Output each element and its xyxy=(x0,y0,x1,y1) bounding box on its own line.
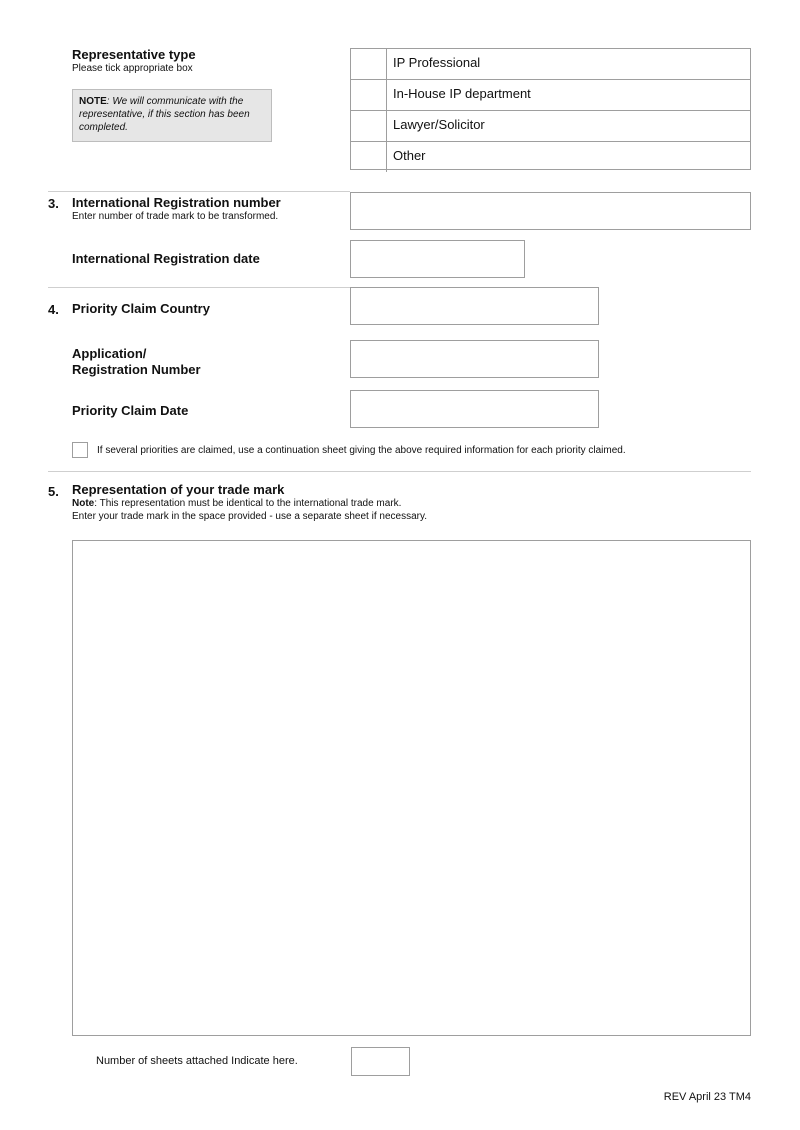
intl-reg-date-field[interactable] xyxy=(350,240,525,278)
section-divider xyxy=(48,287,350,288)
intl-reg-number-label: International Registration number xyxy=(72,195,281,210)
option-checkbox[interactable] xyxy=(351,80,387,110)
option-in-house[interactable] xyxy=(351,80,750,111)
option-ip-professional[interactable] xyxy=(351,49,750,80)
sheets-attached-label: Number of sheets attached Indicate here. xyxy=(96,1055,298,1067)
trade-mark-note-label: Note xyxy=(72,498,95,509)
trade-mark-representation-title: Representation of your trade mark xyxy=(72,482,285,497)
several-priorities-checkbox[interactable] xyxy=(72,442,88,458)
priority-date-label: Priority Claim Date xyxy=(72,403,189,418)
note-text: : We will communicate with the representative, if this section has been completed. xyxy=(79,96,250,133)
option-other[interactable] xyxy=(351,142,750,172)
option-label: IP Professional xyxy=(393,55,481,70)
section-5-number: 5. xyxy=(48,484,59,499)
note-label: NOTE xyxy=(79,96,107,107)
option-lawyer[interactable] xyxy=(351,111,750,142)
intl-reg-number-hint: Enter number of trade mark to be transformed. xyxy=(72,211,279,222)
rep-type-subtitle: Please tick appropriate box xyxy=(72,63,193,74)
trade-mark-instruction: Enter your trade mark in the space provided - use a separate sheet if necessary. xyxy=(72,511,427,522)
app-number-label-line2: Registration Number xyxy=(72,362,201,377)
several-priorities-note: If several priorities are claimed, use a continuation sheet giving the above required information for each priority claimed. xyxy=(97,445,626,456)
option-label: Lawyer/Solicitor xyxy=(393,117,485,132)
section-divider xyxy=(48,471,751,472)
trade-mark-representation-area[interactable] xyxy=(72,540,751,1036)
priority-country-label: Priority Claim Country xyxy=(72,301,210,316)
trade-mark-note-text: : This representation must be identical to the international trade mark. xyxy=(94,498,402,509)
trade-mark-note xyxy=(72,498,401,510)
priority-country-field[interactable] xyxy=(350,287,599,325)
option-checkbox[interactable] xyxy=(351,49,387,79)
priority-date-field[interactable] xyxy=(350,390,599,428)
intl-reg-date-label: International Registration date xyxy=(72,251,260,266)
rep-type-title: Representative type xyxy=(72,47,196,62)
sheets-attached-field[interactable] xyxy=(351,1047,410,1076)
revision-footer: REV April 23 TM4 xyxy=(663,1091,751,1103)
option-checkbox[interactable] xyxy=(351,111,387,141)
section-3-number: 3. xyxy=(48,196,59,211)
intl-reg-number-field[interactable] xyxy=(350,192,751,230)
app-number-field[interactable] xyxy=(350,340,599,378)
option-label: Other xyxy=(393,148,426,163)
rep-type-note xyxy=(72,89,272,142)
app-number-label-line1: Application/ xyxy=(72,346,147,361)
section-divider xyxy=(48,191,350,192)
rep-type-options xyxy=(350,48,751,170)
option-checkbox[interactable] xyxy=(351,142,387,172)
option-label: In-House IP department xyxy=(393,86,531,101)
section-4-number: 4. xyxy=(48,302,59,317)
